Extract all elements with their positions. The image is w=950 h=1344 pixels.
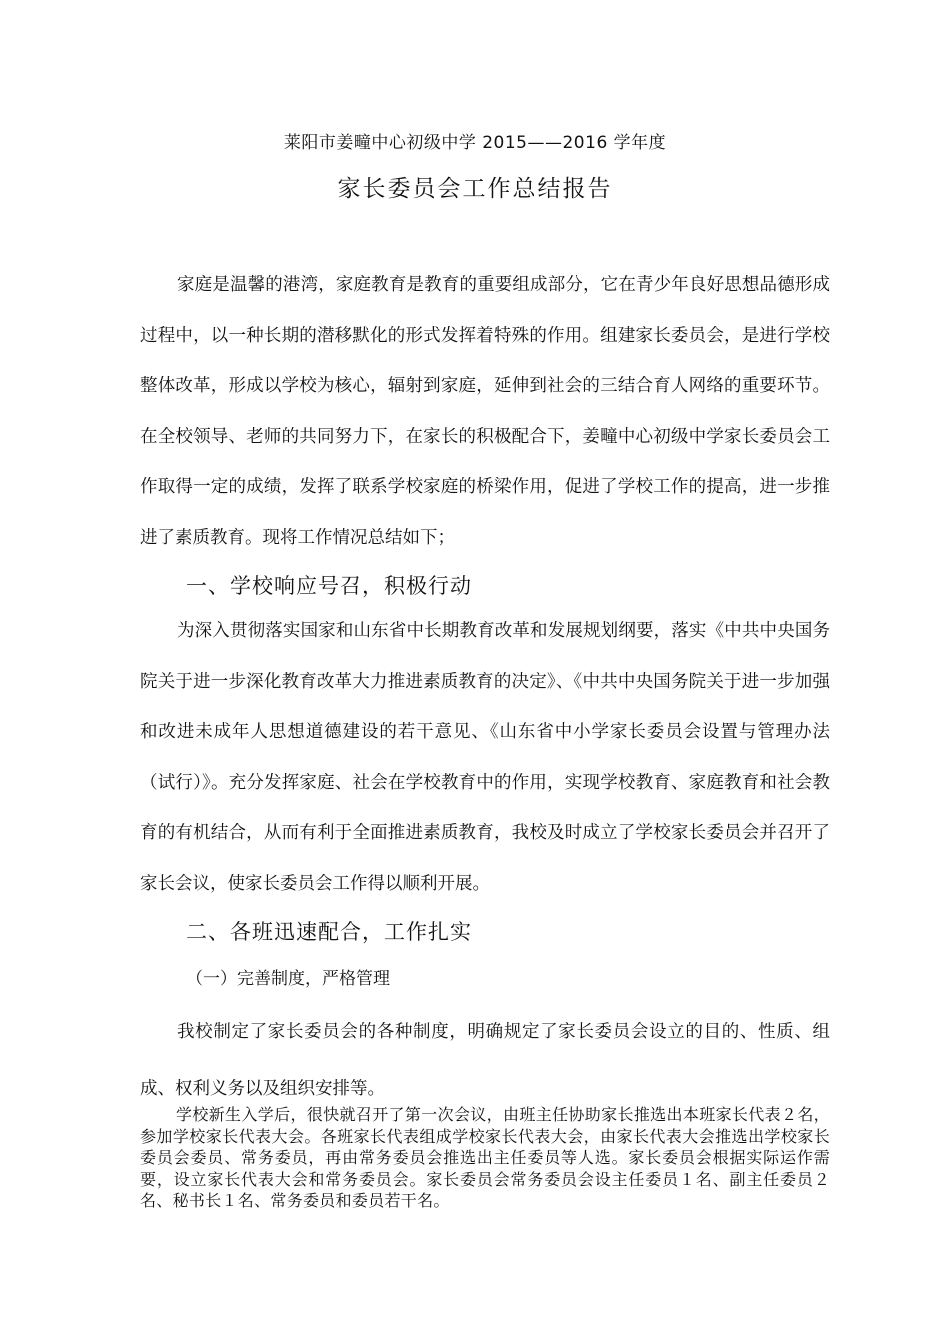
section-1-paragraph: 为深入贯彻落实国家和山东省中长期教育改革和发展规划纲要，落实《中共中央国务院关于进一步深化教育改革大力推进素质教育的决定》、《中共中央国务院关于进一步加强和改进未成年人思想道德建设的若干意见、《山东省中小学家长委员会设置与管理办法（试行）》。充分发挥家庭、社会在学校教育中的作用，实现学校教育、家庭教育和社会教育的有机结合，从而有利于全面推进素质教育，我校及时成立了学校家长委员会并召开了家长会议，使家长委员会工作得以顺利开展。 — [140, 621, 830, 894]
section-2-subheading: （一）完善制度，严格管理 — [186, 969, 390, 989]
intro-paragraph: 家庭是温馨的港湾，家庭教育是教育的重要组成部分，它在青少年良好思想品德形成过程中，以一种长期的潜移默化的形式发挥着特殊的作用。组建家长委员会，是进行学校整体改革，形成以学校为核心，辐射到家庭，延伸到社会的三结合育人网络的重要环节。在全校领导、老师的共同努力下，在家长的积极配合下，姜疃中心初级中学家长委员会工作取得一定的成绩，发挥了联系学校家庭的桥梁作用，促进了学校工作的提高，进一步推进了素质教育。现将工作情况总结如下； — [140, 275, 830, 548]
section-2-heading: 二、各班迅速配合，工作扎实 — [186, 920, 472, 944]
section-2-paragraph-2: 学校新生入学后，很快就召开了第一次会议，由班主任协助家长推选出本班家长代表２名，参加学校家长代表大会。各班家长代表组成学校家长代表大会，由家长代表大会推选出学校家长委员会委员、常务委员，再由常务委员会推选出主任委员等人选。家长委员会根据实际运作需要，设立家长代表大会和常务委员会。家长委员会常务委员会设主任委员１名、副主任委员２名、秘书长１名、常务委员和委员若干名。 — [140, 1105, 830, 1210]
document-subtitle: 莱阳市姜疃中心初级中学 2015——2016 学年度 — [283, 133, 667, 153]
document-title: 家长委员会工作总结报告 — [337, 176, 613, 202]
section-2-paragraph-1: 我校制定了家长委员会的各种制度，明确规定了家长委员会设立的目的、性质、组成、权利义务以及组织安排等。 — [140, 1022, 830, 1099]
section-1-heading: 一、学校响应号召，积极行动 — [186, 574, 472, 598]
